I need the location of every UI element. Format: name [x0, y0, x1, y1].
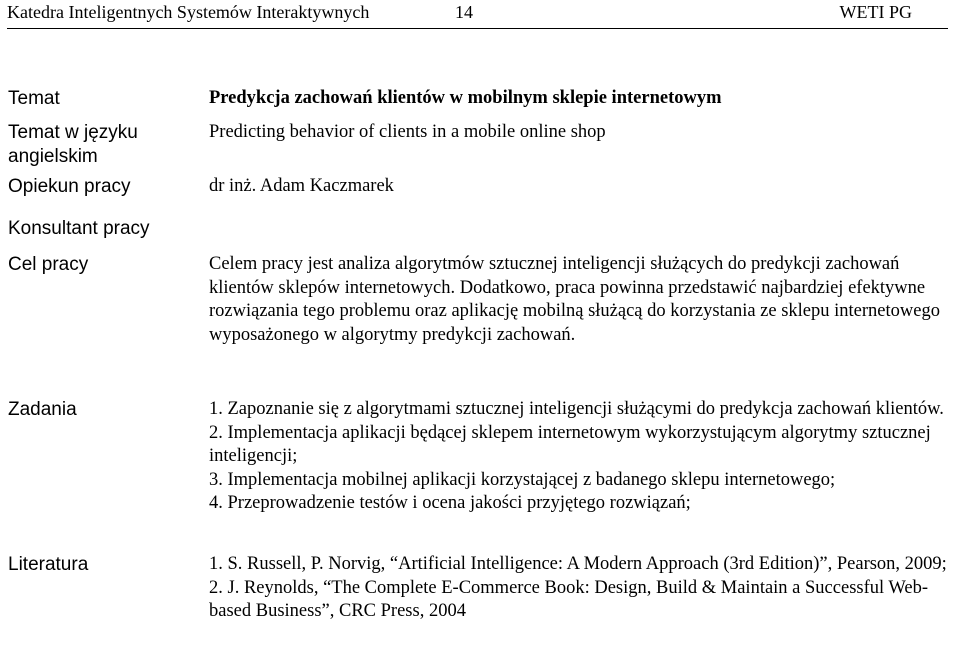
thesis-topic-table [2, 85, 957, 624]
task-item: 1. Zapoznanie się z algorytmami sztucznej inteligencji służącymi do predykcja zachowań klientów. [209, 399, 944, 419]
value-literatura [203, 548, 957, 624]
reference-item: 1. S. Russell, P. Norvig, “Artificial Intelligence: A Modern Approach (3rd Edition)”, Pearson, 2009; [209, 554, 947, 574]
row-temat [2, 85, 957, 119]
row-literatura [2, 548, 957, 624]
value-zadania [203, 393, 957, 548]
row-temat-en [2, 119, 957, 172]
value-opiekun: dr inż. Adam Kaczmarek [209, 176, 394, 196]
row-opiekun [2, 172, 957, 213]
label-cel: Cel pracy [8, 254, 89, 275]
label-opiekun: Opiekun pracy [8, 176, 131, 197]
page-number: 14 [455, 2, 473, 22]
value-konsultant [203, 213, 957, 248]
row-zadania [2, 393, 957, 548]
label-konsultant: Konsultant pracy [8, 218, 150, 239]
label-temat: Temat [8, 88, 60, 109]
header-faculty: WETI PG [839, 2, 912, 22]
label-zadania: Zadania [8, 399, 77, 420]
page-header [7, 0, 948, 29]
value-temat-en: Predicting behavior of clients in a mobile online shop [209, 122, 606, 142]
task-item: 3. Implementacja mobilnej aplikacji korzystającej z badanego sklepu internetowego; [209, 469, 836, 490]
row-konsultant [2, 213, 957, 248]
label-temat-en: Temat w języku angielskim [8, 122, 138, 167]
header-department: Katedra Inteligentnych Systemów Interaktywnych [7, 2, 370, 22]
value-cel: Celem pracy jest analiza algorytmów sztucznej inteligencji służących do predykcji zachowań klientów sklepów internetowych. Dodatkowo, praca powinna przedstawić najbardziej efektywne rozwiązania tego problemu oraz aplikację mobilną służącą do korzystania ze sklepu internetowego wyposażonego w algorytmy predykcji zachowań. [209, 254, 940, 345]
row-cel [2, 248, 957, 393]
task-item: 2. Implementacja aplikacji będącej sklepem internetowym wykorzystującym algorytmy sztucznej inteligencji; [209, 422, 931, 467]
label-literatura: Literatura [8, 554, 89, 575]
task-item: 4. Przeprowadzenie testów i ocena jakości przyjętego rozwiązań; [209, 493, 691, 514]
reference-item: 2. J. Reynolds, “The Complete E-Commerce Book: Design, Build & Maintain a Successful Web-based Business”, CRC Press, 2004 [209, 577, 929, 622]
value-temat: Predykcja zachowań klientów w mobilnym sklepie internetowym [209, 88, 722, 108]
